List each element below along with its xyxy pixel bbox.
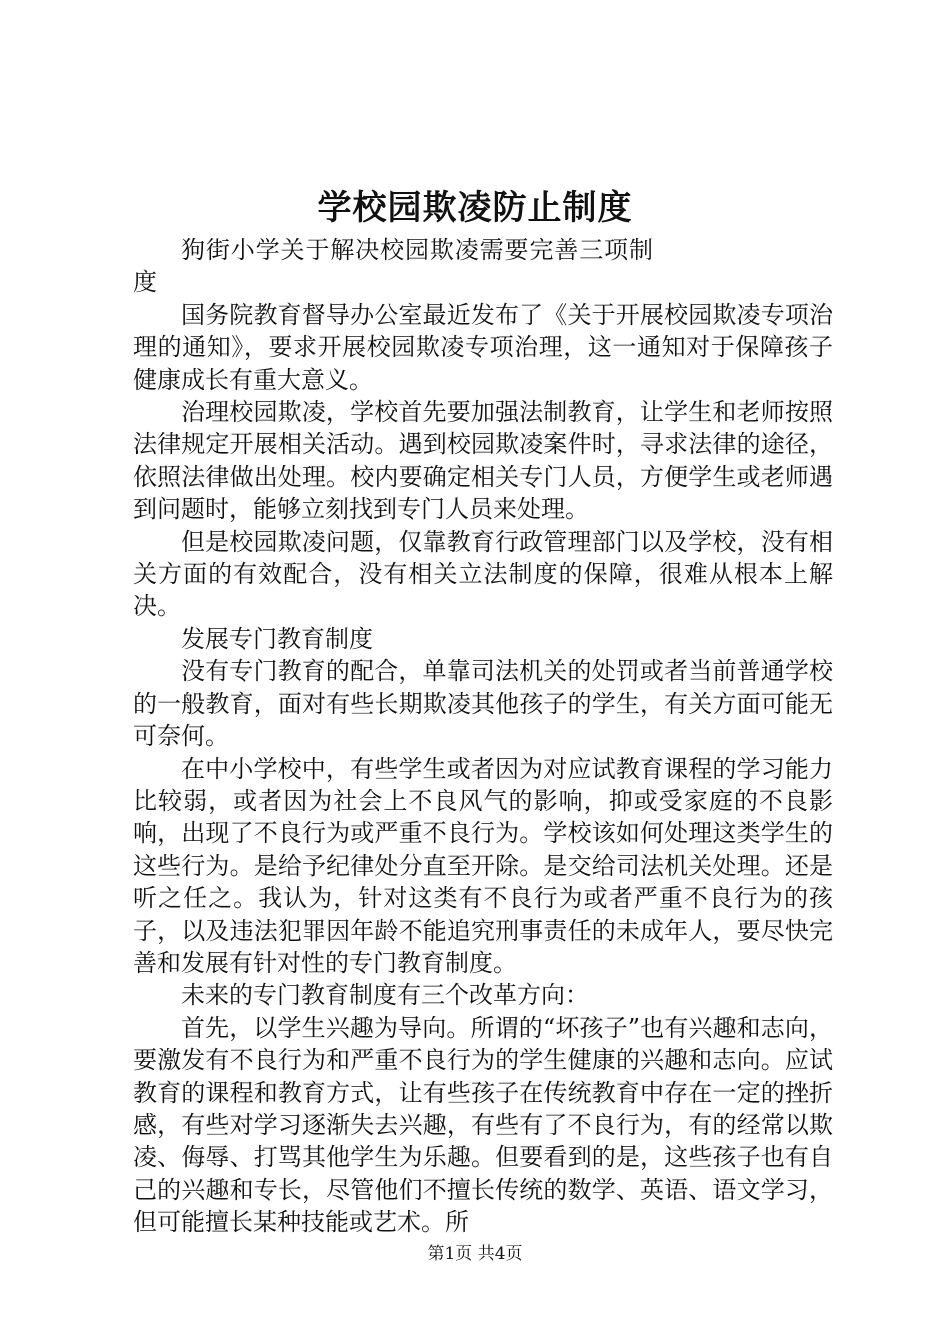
paragraph: 但是校园欺凌问题，仅靠教育行政管理部门以及学校，没有相关方面的有效配合，没有相关立法制度的保障，很难从根本上解决。: [133, 527, 833, 621]
paragraph: 在中小学校中，有些学生或者因为对应试教育课程的学习能力比较弱，或者因为社会上不良风气的影响，抑或受家庭的不良影响，出现了不良行为或严重不良行为。学校该如何处理这类学生的这些行为。是给予纪律处分直至开除。是交给司法机关处理。还是听之任之。我认为，针对这类有不良行为或者严重不良行为的孩子，以及违法犯罪因年龄不能追究刑事责任的未成年人，要尽快完善和发展有针对性的专门教育制度。: [133, 754, 833, 977]
section-heading: 未来的专门教育制度有三个改革方向：: [181, 981, 589, 1010]
paragraph-subtitle: 狗街小学关于解决校园欺凌需要完善三项制度: [133, 236, 653, 297]
paragraph: 国务院教育督导办公室最近发布了《关于开展校园欺凌专项治理的通知》，要求开展校园欺凌专项治理，这一通知对于保障孩子健康成长有重大意义。: [133, 300, 833, 394]
document-body: [133, 234, 833, 1239]
paragraph: 治理校园欺凌，学校首先要加强法制教育，让学生和老师按照法律规定开展相关活动。遇到校园欺凌案件时，寻求法律的途径，依照法律做出处理。校内要确定相关专门人员，方便学生或老师遇到问题时，能够立刻找到专门人员来处理。: [133, 398, 833, 524]
paragraph: 首先，以学生兴趣为导向。所谓的“坏孩子”也有兴趣和志向，要激发有不良行为和严重不良行为的学生健康的兴趣和志向。应试教育的课程和教育方式，让有些孩子在传统教育中存在一定的挫折感，有些对学习逐渐失去兴趣，有些有了不良行为，有的经常以欺凌、侮辱、打骂其他学生为乐趣。但要看到的是，这些孩子也有自己的兴趣和专长，尽管他们不擅长传统的数学、英语、语文学习，但可能擅长某种技能或艺术。所: [133, 1013, 833, 1237]
section-heading: 发展专门教育制度: [181, 624, 373, 653]
document-title: 学校园欺凌防止制度: [317, 188, 633, 228]
page-footer: 第1页 共4页: [427, 1244, 523, 1264]
paragraph: 没有专门教育的配合，单靠司法机关的处罚或者当前普通学校的一般教育，面对有些长期欺凌其他孩子的学生，有关方面可能无可奈何。: [133, 657, 833, 751]
